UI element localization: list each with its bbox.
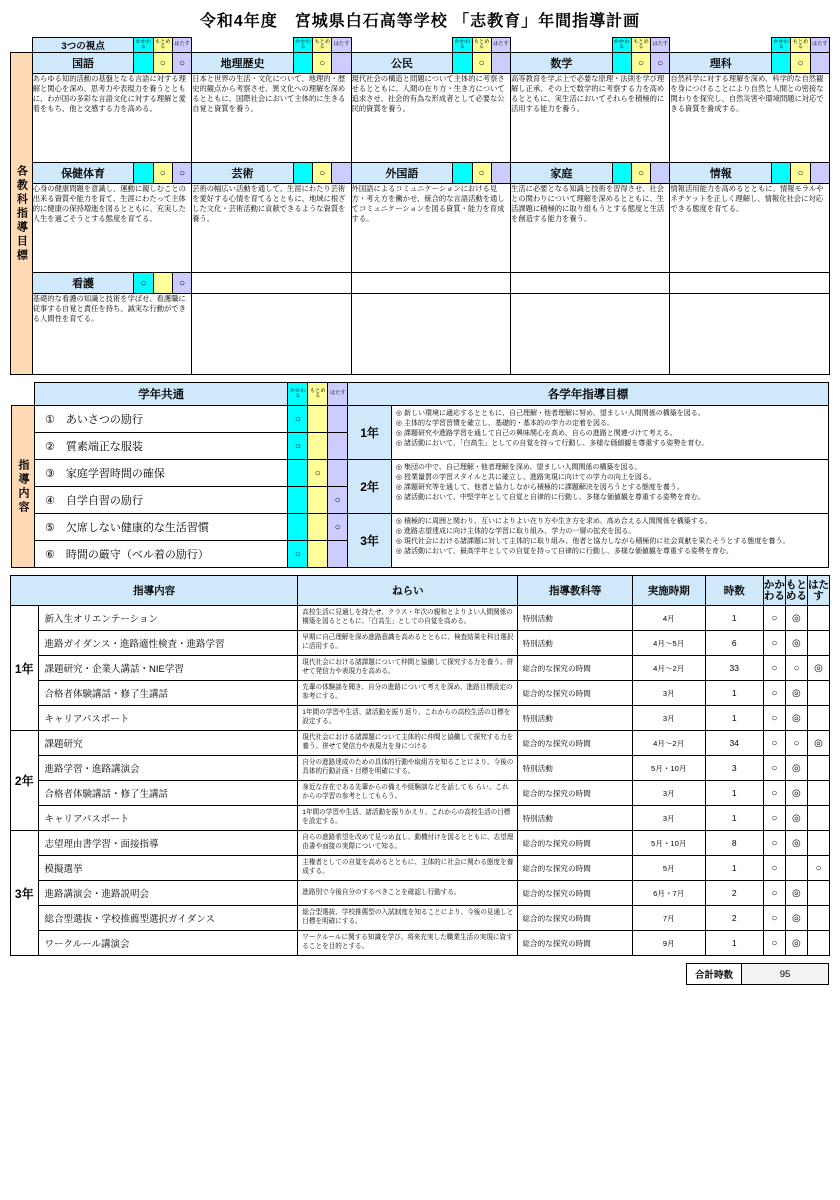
col-header-period: 実施時期 xyxy=(632,576,705,606)
mark-kakawaru xyxy=(612,53,631,74)
legend-motomeru: もとめる xyxy=(472,38,491,53)
table-row xyxy=(11,856,830,881)
common-item: ⑥ 時間の厳守（ベル着の励行） xyxy=(34,541,287,568)
subject-goal-text: 自然科学に対する理解を深め、科学的な自然観を身につけることにより自然と人間との密接な関わりを探究し、自然災害や環境問題に対応できる資質を養成する。 xyxy=(670,74,830,163)
legend-kakawaru: かかわる xyxy=(612,38,631,53)
plan-period: 7月 xyxy=(632,906,705,931)
mark-motomeru: ◎ xyxy=(785,931,807,956)
mark-hatasu xyxy=(491,163,510,184)
mark-hatasu xyxy=(332,53,351,74)
plan-aim: 1年間の学習や生活、諸活動を振り返り、これからの高校生活の目標を設定する。 xyxy=(298,706,518,731)
subject-goal-text: 現代社会の構造と問題について主体的に考察させるとともに、人間の在り方・生き方について追求させ、社会的有為な形成者として必要な公民的資質を養う。 xyxy=(351,74,510,163)
subject-name: 外国語 xyxy=(351,163,453,184)
common-header: 学年共通 xyxy=(34,383,287,406)
table-row xyxy=(11,656,830,681)
mark-hatasu xyxy=(332,163,351,184)
mark-motomeru: ◎ xyxy=(785,881,807,906)
subject-goals-table xyxy=(10,37,830,375)
plan-hours: 6 xyxy=(705,631,763,656)
plan-grade-label: 1年 xyxy=(11,606,39,731)
guidance-row xyxy=(12,514,829,541)
plan-aim: 早期に自己理解を深め進路意識を高めるとともに、検査結果を科目選択に活用する。 xyxy=(298,631,518,656)
mark-hatasu xyxy=(807,781,829,806)
subject-goal-text: 情報活用能力を高めるとともに、情報モラルやネチケットを正しく理解し、情報化社会に対応できる態度を育てる。 xyxy=(670,184,830,273)
subject-goal-text: 日本と世界の生活・文化について、地理的・歴史的観点から考察させ、異文化への理解を深めるとともに、国際社会において主体的に生きる自覚と資質を養う。 xyxy=(192,74,351,163)
mark-motomeru: ◎ xyxy=(785,631,807,656)
table-row xyxy=(11,606,830,631)
plan-period: 4月 xyxy=(632,606,705,631)
plan-subject: 総合的な探究の時間 xyxy=(518,906,632,931)
subject-goal-text: 心身の健康問題を意識し、運動に親しむことの出来る資質や能力を育て、生涯にわたって主体的に健康の保持増進を図るとともに、充実した人生を過ごそうとする態度を育てる。 xyxy=(32,184,191,273)
plan-hours: 1 xyxy=(705,781,763,806)
mark-hatasu: ◎ xyxy=(807,656,829,681)
mark-motomeru: ○ xyxy=(472,53,491,74)
viewpoint-label: 3つの視点 xyxy=(32,38,134,53)
col-header-subject: 指導教科等 xyxy=(518,576,632,606)
mark-motomeru: ○ xyxy=(313,53,332,74)
mark-kakawaru: ○ xyxy=(763,831,785,856)
subject-goal-text: 外国語によるコミュニケーションにおける見方・考え方を働かせ、統合的な言語活動を通してコミュニケーションを図る資質・能力を育成する。 xyxy=(351,184,510,273)
mark-hatasu: ○ xyxy=(172,163,191,184)
plan-period: 5月・10月 xyxy=(632,756,705,781)
mark-hatasu: ○ xyxy=(328,487,348,514)
table-row xyxy=(11,756,830,781)
plan-activity-name: 課題研究・企業人講話・NIE学習 xyxy=(38,656,298,681)
legend-hatasu: はたす xyxy=(332,38,351,53)
mark-hatasu xyxy=(810,163,829,184)
plan-activity-name: 進路学習・進路講演会 xyxy=(38,756,298,781)
subject-text-row xyxy=(11,294,830,375)
table-row xyxy=(11,806,830,831)
mark-motomeru xyxy=(308,514,328,541)
mark-hatasu: ○ xyxy=(172,53,191,74)
mark-kakawaru: ○ xyxy=(763,681,785,706)
legend-hatasu: はたす xyxy=(807,576,829,606)
grade-label-1: 1年 xyxy=(348,406,392,460)
plan-aim: 1年間の学習や生活、諸活動を振りかえり、これからの高校生活の目標を設定する。 xyxy=(298,806,518,831)
mark-kakawaru: ○ xyxy=(763,906,785,931)
plan-hours: 1 xyxy=(705,606,763,631)
plan-aim: 現代社会における諸課題について仲間と協働して探究する力を養う。併せて発信力や表現力を高める。 xyxy=(298,656,518,681)
plan-aim: ワークルールに関する知識を学び、将来充実した職業生活の実現に資することを目的とする。 xyxy=(298,931,518,956)
guidance-row xyxy=(12,406,829,433)
mark-hatasu: ○ xyxy=(651,53,670,74)
mark-hatasu xyxy=(651,163,670,184)
table-row xyxy=(11,681,830,706)
grade-goals-1: ◎ 新しい環境に適応するとともに、自己理解・他者理解に努め、望ましい人間関係の構築を図る。 ◎ 主体的な学習習慣を確立し、基礎的・基本的の学力の定着を図る。 ◎ 課題研究や進路学習を通して自己の興味関心を高め、自らの進路と関連づけて考える。 ◎ 諸活動において、「白高生」としての自覚を持って行動し、多様な価値観を尊重する姿勢を育む。 xyxy=(391,406,828,460)
plan-activity-name: ワークルール講演会 xyxy=(38,931,298,956)
table-row xyxy=(11,881,830,906)
table-row xyxy=(11,831,830,856)
mark-motomeru: ○ xyxy=(791,163,810,184)
subject-name: 情報 xyxy=(670,163,772,184)
plan-aim: 現代社会における諸課題について主体的に仲間と協働して探究する力を養う。併せて発信力や表現力を身につける xyxy=(298,731,518,756)
plan-grade-label: 2年 xyxy=(11,731,39,831)
plan-subject: 特別活動 xyxy=(518,606,632,631)
section-label-subject-goals: 各教科指導目標 xyxy=(11,53,33,375)
plan-period: 5月・10月 xyxy=(632,831,705,856)
grade-goals-3: ◎ 積極的に周囲と関わり、互いによりよい在り方や生き方を求め、高め合える人間関係を構築する。 ◎ 進路志望達成に向け主体的な学習に取り組み、学力の一層の拡充を図る。 ◎ 現代社会における諸課題に対して主体的に取り組み、他者と協力しながら積極的に社会貢献を果たそうとする態度を養う。 ◎ 諸活動において、最高学年としての自覚を持って自律的に行動し、多様な価値観を尊重する姿勢を育む。 xyxy=(391,514,828,568)
plan-period: 3月 xyxy=(632,706,705,731)
common-item: ② 質素端正な服装 xyxy=(34,433,287,460)
plan-aim: 総合型選抜、学校推薦型の入試制度を知ることにより、今後の見通しと目標を明確にする。 xyxy=(298,906,518,931)
mark-motomeru: ○ xyxy=(153,163,172,184)
plan-hours: 1 xyxy=(705,681,763,706)
empty-cell xyxy=(192,294,351,375)
plan-subject: 特別活動 xyxy=(518,756,632,781)
plan-hours: 1 xyxy=(705,856,763,881)
mark-kakawaru xyxy=(453,53,472,74)
mark-hatasu xyxy=(328,541,348,568)
table-row xyxy=(11,781,830,806)
table-row xyxy=(11,906,830,931)
legend-kakawaru: かかわる xyxy=(763,576,785,606)
mark-hatasu xyxy=(807,606,829,631)
common-item: ⑤ 欠席しない健康的な生活習慣 xyxy=(34,514,287,541)
subject-name: 芸術 xyxy=(192,163,294,184)
empty-cell xyxy=(192,273,351,294)
guidance-row xyxy=(12,460,829,487)
mark-motomeru xyxy=(153,273,172,294)
mark-kakawaru: ○ xyxy=(763,706,785,731)
empty-cell xyxy=(670,294,830,375)
legend-hatasu: はたす xyxy=(651,38,670,53)
mark-kakawaru xyxy=(288,487,308,514)
mark-kakawaru xyxy=(293,53,312,74)
mark-motomeru xyxy=(308,406,328,433)
mark-motomeru xyxy=(308,433,328,460)
plan-activity-name: 新入生オリエンテーション xyxy=(38,606,298,631)
mark-motomeru: ○ xyxy=(631,53,650,74)
mark-hatasu xyxy=(807,906,829,931)
plan-subject: 総合的な探究の時間 xyxy=(518,656,632,681)
plan-activity-name: キャリアパスポート xyxy=(38,806,298,831)
plan-activity-name: 進路ガイダンス・進路適性検査・進路学習 xyxy=(38,631,298,656)
mark-motomeru: ◎ xyxy=(785,831,807,856)
table-row xyxy=(11,631,830,656)
common-item: ④ 自学自習の励行 xyxy=(34,487,287,514)
subject-goal-text: 芸術の幅広い活動を通して、生涯にわたり芸術を愛好する心情を育てるとともに、地域に根ざした文化・芸術活動に貢献できるような資質を養う。 xyxy=(192,184,351,273)
subject-name: 国語 xyxy=(32,53,134,74)
mark-kakawaru xyxy=(288,460,308,487)
legend-kakawaru: かかわる xyxy=(288,383,308,406)
viewpoint-legend-row xyxy=(11,38,830,53)
mark-kakawaru: ○ xyxy=(288,406,308,433)
mark-kakawaru: ○ xyxy=(288,541,308,568)
subject-goal-text: あらゆる知的活動の基盤となる言語に対する理解と関心を深め、思考力や表現力を養うとともに、わが国の多彩な言語文化に対する理解と愛着をもち、他と交感する力を高める。 xyxy=(32,74,191,163)
plan-aim: 自らの進路希望を改めて見つめ直し、動機付けを図るとともに、志望理由書や面接の実際について知る。 xyxy=(298,831,518,856)
mark-kakawaru xyxy=(772,53,791,74)
subject-name: 理科 xyxy=(670,53,772,74)
plan-activity-name: 進路講演会・進路説明会 xyxy=(38,881,298,906)
legend-kakawaru: かかわる xyxy=(772,38,791,53)
subject-text-row xyxy=(11,74,830,163)
mark-motomeru: ◎ xyxy=(785,606,807,631)
mark-kakawaru: ○ xyxy=(763,756,785,781)
plan-aim: 進路別で今後自分のするべきことを確認し行動する。 xyxy=(298,881,518,906)
mark-kakawaru xyxy=(293,163,312,184)
mark-hatasu xyxy=(807,831,829,856)
mark-motomeru: ◎ xyxy=(785,781,807,806)
mark-kakawaru xyxy=(612,163,631,184)
plan-hours: 2 xyxy=(705,881,763,906)
mark-hatasu: ○ xyxy=(172,273,191,294)
legend-motomeru: もとめる xyxy=(153,38,172,53)
mark-motomeru: ◎ xyxy=(785,806,807,831)
mark-motomeru: ◎ xyxy=(785,756,807,781)
mark-motomeru: ◎ xyxy=(785,706,807,731)
mark-kakawaru: ○ xyxy=(763,781,785,806)
mark-hatasu: ◎ xyxy=(807,731,829,756)
plan-subject: 総合的な探究の時間 xyxy=(518,931,632,956)
mark-kakawaru: ○ xyxy=(763,856,785,881)
legend-motomeru: もとめる xyxy=(308,383,328,406)
plan-activity-name: 課題研究 xyxy=(38,731,298,756)
plan-period: 4月～2月 xyxy=(632,731,705,756)
plan-subject: 特別活動 xyxy=(518,706,632,731)
plan-aim: 自分の進路達成のための具体的行動や取組方を知ることにより、今後の具体的行動計画・目標を明確にする。 xyxy=(298,756,518,781)
legend-hatasu: はたす xyxy=(491,38,510,53)
plan-hours: 33 xyxy=(705,656,763,681)
plan-activity-name: 総合型選抜・学校推薦型選択ガイダンス xyxy=(38,906,298,931)
subject-name: 数学 xyxy=(510,53,612,74)
mark-hatasu xyxy=(810,53,829,74)
mark-motomeru: ◎ xyxy=(785,906,807,931)
mark-kakawaru: ○ xyxy=(134,273,153,294)
subject-goal-text: 基礎的な看護の知識と技術を学ばせ、看護職に従事する自覚と責任を持ち、誠実な行動ができる人間性を育てる。 xyxy=(32,294,191,375)
plan-aim: 高校生活に見通しを持たせ、クラス・年次の親和とよりよい人間関係の構築を図るとともに、「白高生」としての自覚を高める。 xyxy=(298,606,518,631)
guidance-content-table xyxy=(11,382,829,568)
mark-motomeru xyxy=(785,856,807,881)
plan-aim: 先輩の体験談を聞き、自分の進路について考えを深め、進路目標設定の参考にする。 xyxy=(298,681,518,706)
empty-cell xyxy=(670,273,830,294)
mark-hatasu xyxy=(807,631,829,656)
plan-hours: 34 xyxy=(705,731,763,756)
mark-hatasu xyxy=(807,706,829,731)
plan-period: 5月 xyxy=(632,856,705,881)
legend-kakawaru: かかわる xyxy=(453,38,472,53)
mark-kakawaru: ○ xyxy=(763,806,785,831)
table-row xyxy=(11,706,830,731)
plan-period: 9月 xyxy=(632,931,705,956)
mark-hatasu xyxy=(807,806,829,831)
mark-hatasu xyxy=(328,433,348,460)
mark-kakawaru: ○ xyxy=(763,731,785,756)
legend-hatasu: はたす xyxy=(810,38,829,53)
grade-label-3: 3年 xyxy=(348,514,392,568)
mark-kakawaru xyxy=(134,163,153,184)
legend-kakawaru: かかわる xyxy=(134,38,153,53)
plan-subject: 総合的な探究の時間 xyxy=(518,831,632,856)
plan-period: 3月 xyxy=(632,806,705,831)
plan-subject: 総合的な探究の時間 xyxy=(518,781,632,806)
mark-motomeru xyxy=(308,541,328,568)
mark-kakawaru: ○ xyxy=(763,606,785,631)
subject-name: 家庭 xyxy=(510,163,612,184)
plan-period: 4月～5月 xyxy=(632,631,705,656)
empty-cell xyxy=(510,294,669,375)
mark-hatasu: ○ xyxy=(328,514,348,541)
subject-goal-text: 高等教育を学ぶ上で必要な原理・法則を学び理解し正承、その上で数学的に考察する力を高めるとともに、実生活においてそれらを積極的に活用する能力を養う。 xyxy=(510,74,669,163)
section-label-guidance: 指導内容 xyxy=(12,406,35,568)
plan-hours: 8 xyxy=(705,831,763,856)
table-row xyxy=(11,731,830,756)
mark-hatasu xyxy=(807,881,829,906)
mark-hatasu xyxy=(491,53,510,74)
mark-kakawaru: ○ xyxy=(763,881,785,906)
subject-name: 公民 xyxy=(351,53,453,74)
mark-hatasu xyxy=(807,931,829,956)
mark-motomeru: ○ xyxy=(791,53,810,74)
plan-grade-label: 3年 xyxy=(11,831,39,956)
empty-cell xyxy=(351,294,510,375)
plan-activity-name: 志望理由書学習・面接指導 xyxy=(38,831,298,856)
plan-subject: 総合的な探究の時間 xyxy=(518,731,632,756)
plan-hours: 2 xyxy=(705,906,763,931)
legend-motomeru: もとめる xyxy=(313,38,332,53)
mark-motomeru: ○ xyxy=(313,163,332,184)
plan-activity-name: 合格者体験講話・修了生講話 xyxy=(38,781,298,806)
col-header-aim: ねらい xyxy=(298,576,518,606)
total-value: 95 xyxy=(742,964,829,985)
guidance-header-row xyxy=(12,383,829,406)
plan-subject: 特別活動 xyxy=(518,806,632,831)
grade-goals-header: 各学年指導目標 xyxy=(348,383,829,406)
common-item: ③ 家庭学習時間の確保 xyxy=(34,460,287,487)
annual-plan-table xyxy=(10,575,830,956)
mark-kakawaru: ○ xyxy=(763,931,785,956)
plan-aim: 主権者としての自覚を高めるとともに、主体的に社会に関わる態度を養成する。 xyxy=(298,856,518,881)
common-item: ① あいさつの励行 xyxy=(34,406,287,433)
mark-motomeru xyxy=(308,487,328,514)
total-label: 合計時数 xyxy=(686,964,741,985)
mark-kakawaru: ○ xyxy=(288,433,308,460)
plan-hours: 1 xyxy=(705,931,763,956)
mark-hatasu xyxy=(328,460,348,487)
plan-period: 3月 xyxy=(632,681,705,706)
total-row xyxy=(11,963,829,985)
subject-name-row xyxy=(11,53,830,74)
mark-kakawaru xyxy=(288,514,308,541)
plan-subject: 総合的な探究の時間 xyxy=(518,856,632,881)
mark-motomeru: ○ xyxy=(308,460,328,487)
plan-activity-name: 模擬選挙 xyxy=(38,856,298,881)
col-header-hours: 時数 xyxy=(705,576,763,606)
mark-kakawaru xyxy=(453,163,472,184)
subject-name: 看護 xyxy=(32,273,134,294)
mark-motomeru: ○ xyxy=(785,656,807,681)
plan-period: 6月・7月 xyxy=(632,881,705,906)
mark-hatasu xyxy=(807,756,829,781)
total-table xyxy=(686,963,829,985)
grade-label-2: 2年 xyxy=(348,460,392,514)
subject-text-row xyxy=(11,184,830,273)
subject-name: 地理歴史 xyxy=(192,53,294,74)
mark-kakawaru xyxy=(772,163,791,184)
subject-name-row xyxy=(11,273,830,294)
mark-hatasu xyxy=(328,406,348,433)
plan-subject: 総合的な探究の時間 xyxy=(518,881,632,906)
subject-name-row xyxy=(11,163,830,184)
plan-aim: 身近な存在である先輩からの備えや経験談などを話しても らい、これからの学習の参考としてもらう。 xyxy=(298,781,518,806)
page-title: 令和4年度 宮城県白石高等学校 「志教育」年間指導計画 xyxy=(199,13,641,30)
mark-kakawaru: ○ xyxy=(763,631,785,656)
grade-goals-2: ◎ 集団の中で、自己理解・他者理解を深め、望ましい人間関係の構築を図る。 ◎ 授業量質の学習スタイルと共に確立し、進路実現に向けての学力の向上を図る。 ◎ 課題研究等を通して、他者と協力しながら積極的に課題解決を図ろうとする態度を養う。 ◎ 諸活動において、中堅学年として自覚と自律的に行動し、多様な価値観を尊重する姿勢を育む。 xyxy=(391,460,828,514)
plan-period: 4月～2月 xyxy=(632,656,705,681)
plan-hours: 1 xyxy=(705,806,763,831)
mark-motomeru: ◎ xyxy=(785,681,807,706)
mark-kakawaru xyxy=(134,53,153,74)
legend-motomeru: もとめる xyxy=(785,576,807,606)
table-row xyxy=(11,931,830,956)
empty-cell xyxy=(510,273,669,294)
plan-activity-name: 合格者体験講話・修了生講話 xyxy=(38,681,298,706)
plan-hours: 1 xyxy=(705,706,763,731)
legend-motomeru: もとめる xyxy=(791,38,810,53)
empty-cell xyxy=(351,273,510,294)
mark-motomeru: ○ xyxy=(785,731,807,756)
mark-hatasu: ○ xyxy=(807,856,829,881)
plan-subject: 総合的な探究の時間 xyxy=(518,681,632,706)
plan-activity-name: キャリアパスポート xyxy=(38,706,298,731)
subject-name: 保健体育 xyxy=(32,163,134,184)
plan-period: 3月 xyxy=(632,781,705,806)
legend-hatasu: はたす xyxy=(328,383,348,406)
mark-motomeru: ○ xyxy=(153,53,172,74)
mark-motomeru: ○ xyxy=(631,163,650,184)
plan-subject: 特別活動 xyxy=(518,631,632,656)
mark-motomeru: ○ xyxy=(472,163,491,184)
mark-kakawaru: ○ xyxy=(763,656,785,681)
mark-hatasu xyxy=(807,681,829,706)
legend-kakawaru: かかわる xyxy=(293,38,312,53)
col-header-content: 指導内容 xyxy=(11,576,298,606)
subject-goal-text: 生活に必要となる知識と技術を習得させ、社会との関わりについて理解を深めるとともに、生活課題に積極的に取り組もうとする態度と生活を創造する能力を養う。 xyxy=(510,184,669,273)
legend-hatasu: はたす xyxy=(172,38,191,53)
plan-header-row xyxy=(11,576,830,606)
legend-motomeru: もとめる xyxy=(631,38,650,53)
plan-hours: 3 xyxy=(705,756,763,781)
